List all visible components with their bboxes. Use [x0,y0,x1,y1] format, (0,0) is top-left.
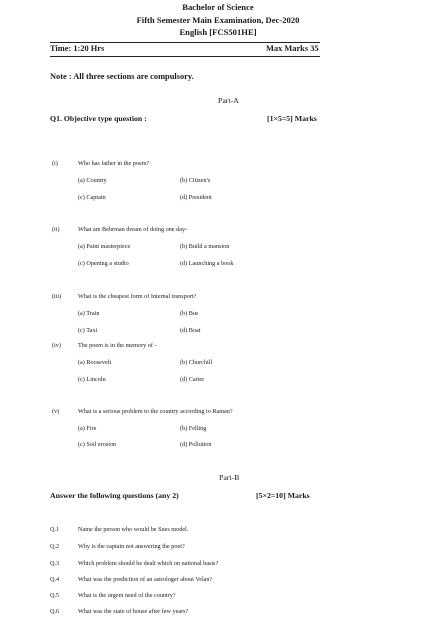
exam-title: Fifth Semester Main Examination, Dec-2020 [136,15,300,25]
question-number: Q.2 [50,543,60,550]
mcq-number: (ii) [52,226,60,233]
question-text: Which problem should be dealt which on national basis? [78,560,219,567]
exam-subject: English [FCS501HE] [179,27,257,37]
mcq-option-c: (c) Captain [78,194,106,201]
exam-degree: Bachelor of Science [182,2,254,12]
question-text: What was the prediction of an astrologer about Velan? [78,576,213,583]
exam-time: Time: 1:20 Hrs [50,44,105,53]
mcq-option-a: (a) Roosevelt [78,359,112,366]
question-text: Why is the captain not answering the poet? [78,543,185,550]
mcq-text: What is the cheapest form of Internal transport? [78,293,197,300]
part-b-instruction: Answer the following questions (any 2) [50,491,179,500]
question-number: Q.4 [50,576,60,583]
mcq-text: The poem is in the memory of - [78,342,157,349]
mcq-option-c: (c) Opening a studio [78,260,129,267]
mcq-text: What is a serious problem to the country according to Raman? [78,408,233,415]
question-text: What is the urgent need of the country? [78,592,176,599]
mcq-text: Who has father in the poem? [78,160,150,167]
q1-label: Q1. Objective type question : [50,114,147,123]
mcq-option-d: (d) Pollution [180,441,212,448]
question-number: Q.5 [50,592,60,599]
mcq-option-b: (b) Citizen's [180,177,211,184]
q1-marks: [1×5=5] Marks [267,114,317,123]
mcq-option-c: (c) Lincoln [78,376,106,383]
question-text: Name the person who would be Sues model. [78,526,189,533]
exam-note: Note : All three sections are compulsory. [50,72,194,81]
mcq-option-d: (d) Carter [180,376,205,383]
question-number: Q.6 [50,608,60,615]
header-rule-bottom [50,56,320,57]
mcq-option-a: (a) Paint masterpiece [78,243,131,250]
mcq-option-b: (b) Build a mansion [180,243,230,250]
part-a-title: Part-A [218,96,239,105]
part-b-title: Part-B [219,473,240,482]
mcq-option-d: (d) President [180,194,212,201]
mcq-option-d: (d) Launching a book [180,260,234,267]
mcq-option-c: (c) Soil erosion [78,441,117,448]
question-number: Q.3 [50,560,60,567]
mcq-option-a: (a) Fire [78,425,97,432]
mcq-number: (i) [52,160,58,167]
part-b-marks: [5×2=10] Marks [256,491,310,500]
mcq-number: (iii) [52,293,62,300]
mcq-option-c: (c) Taxi [78,327,98,334]
mcq-option-b: (b) Bus [180,310,199,317]
mcq-number: (iv) [52,342,61,349]
mcq-option-b: (b) Churchill [180,359,213,366]
mcq-option-d: (d) Boat [180,327,201,334]
mcq-number: (v) [52,408,60,415]
mcq-text: What are Behrman dream of doing one day- [78,226,188,233]
mcq-option-b: (b) Felling [180,425,207,432]
mcq-option-a: (a) Train [78,310,100,317]
question-number: Q.1 [50,526,60,533]
exam-max-marks: Max Marks 35 [266,44,319,53]
question-text: What was the state of house after few years? [78,608,189,615]
header-rule-top [50,42,320,43]
mcq-option-a: (a) Country [78,177,107,184]
